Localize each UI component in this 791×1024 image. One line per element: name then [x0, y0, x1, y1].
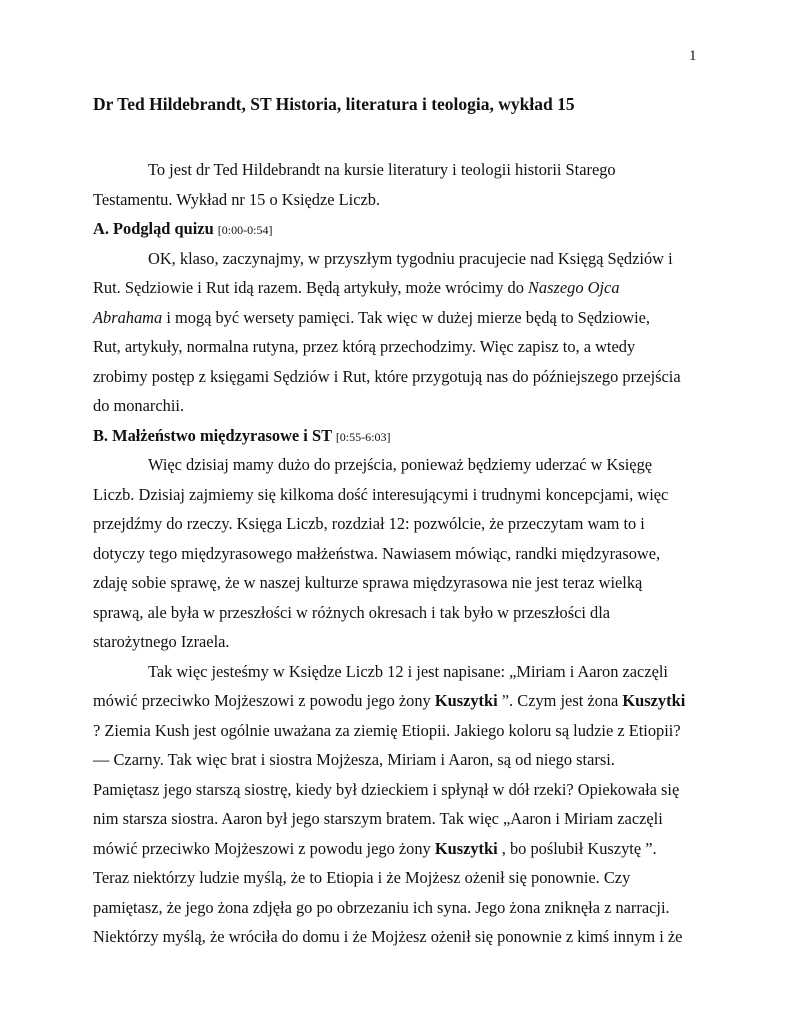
italic-title: Abrahama: [93, 307, 163, 327]
text-segment: starożytnego Izraela.: [93, 632, 230, 651]
text-line: [93, 834, 703, 864]
text-segment: B. Małżeństwo międzyrasowe i ST: [93, 425, 336, 445]
text-segment: Tak więc jesteśmy w Księdze Liczb 12 i jest napisane: „Miriam i Aaron zaczęli: [148, 661, 668, 681]
section-heading: [93, 214, 703, 244]
text-segment: pamiętasz, że jego żona zdjęła go po obrzezaniu ich syna. Jego żona zniknęła z narracji.: [93, 897, 670, 917]
text-segment: mówić przeciwko Mojżeszowi z powodu jego żony: [93, 691, 435, 710]
bold-term: Kuszytki: [622, 691, 686, 710]
text-line: [93, 922, 703, 952]
section-heading: [93, 421, 703, 451]
text-line: [93, 863, 703, 893]
text-line: [93, 627, 703, 657]
text-segment: ? Ziemia Kush jest ogólnie uważana za ziemię Etiopii. Jakiego koloru są ludzie z Etiopii?: [93, 720, 681, 740]
timestamp: [0:00-0:54]: [217, 223, 273, 237]
text-segment: Rut, artykuły, normalna rutyna, przez którą przechodzimy. Więc zapisz to, a wtedy: [93, 337, 636, 356]
text-segment: OK, klaso, zaczynajmy, w przyszłym tygodniu pracujecie nad Księgą Sędziów i: [148, 248, 673, 268]
text-segment: Teraz niektórzy ludzie myślą, że to Etiopia i że Mojżesz ożenił się ponownie. Czy: [93, 868, 631, 887]
text-segment: Testamentu. Wykład nr 15 o Księdze Liczb.: [93, 189, 381, 209]
text-segment: Więc dzisiaj mamy dużo do przejścia, ponieważ będziemy uderzać w Księgę: [148, 455, 653, 474]
text-segment: A. Podgląd quizu: [93, 219, 218, 238]
text-segment: , bo poślubił Kuszytę ”.: [497, 838, 657, 858]
text-line: [93, 155, 703, 185]
text-segment: zrobimy postęp z księgami Sędziów i Rut, które przygotują nas do późniejszego przejścia: [93, 366, 681, 386]
italic-title: Naszego Ojca: [528, 278, 620, 297]
text-segment: — Czarny. Tak więc brat i siostra Mojżesza, Miriam i Aaron, są od niego starsi.: [93, 750, 615, 769]
text-line: [93, 539, 703, 569]
text-line: [93, 450, 703, 480]
bold-term: Kuszytki: [434, 691, 498, 710]
text-line: [93, 745, 703, 775]
text-segment: To jest dr Ted Hildebrandt na kursie literatury i teologii historii Starego: [148, 160, 616, 179]
text-line: [93, 686, 703, 716]
text-line: [93, 244, 703, 274]
text-segment: Rut. Sędziowie i Rut idą razem. Będą artykuły, może wrócimy do: [93, 278, 528, 297]
text-line: [93, 598, 703, 628]
text-line: [93, 804, 703, 834]
text-segment: Niektórzy myślą, że wróciła do domu i że Mojżesz ożenił się ponownie z kimś innym i że: [93, 927, 683, 946]
text-segment: Liczb. Dzisiaj zajmiemy się kilkoma dość interesującymi i trudnymi koncepcjami, więc: [93, 484, 669, 504]
text-line: [93, 332, 703, 362]
text-line: [93, 273, 703, 303]
text-line: [93, 657, 703, 687]
text-segment: mówić przeciwko Mojżeszowi z powodu jego żony: [93, 838, 435, 858]
text-line: [93, 716, 703, 746]
text-segment: przejdźmy do rzeczy. Księga Liczb, rozdział 12: pozwólcie, że przeczytam wam to i: [93, 514, 645, 533]
text-segment: Pamiętasz jego starszą siostrę, kiedy był dzieckiem i spłynął w dół rzeki? Opiekowała się: [93, 779, 680, 799]
bold-term: Kuszytki: [434, 838, 498, 858]
text-segment: ”. Czym jest żona: [497, 691, 623, 710]
document-title: Dr Ted Hildebrandt, ST Historia, literatura i teologia, wykład 15: [93, 94, 575, 114]
text-line: [93, 509, 703, 539]
text-segment: zdaję sobie sprawę, że w naszej kulturze sprawa międzyrasowa nie jest teraz wielką: [93, 573, 643, 592]
text-line: [93, 362, 703, 392]
page-number: 1: [689, 48, 697, 64]
text-segment: sprawą, ale była w przeszłości w różnych okresach i tak było w przeszłości dla: [93, 602, 611, 622]
text-line: [93, 480, 703, 510]
text-segment: do monarchii.: [93, 396, 185, 415]
text-segment: dotyczy tego międzyrasowego małżeństwa. Nawiasem mówiąc, randki międzyrasowe,: [93, 543, 661, 563]
text-line: [93, 568, 703, 598]
text-line: [93, 893, 703, 923]
text-line: [93, 391, 703, 421]
text-segment: i mogą być wersety pamięci. Tak więc w dużej mierze będą to Sędziowie,: [162, 307, 651, 327]
text-segment: nim starsza siostra. Aaron był jego starszym bratem. Tak więc „Aaron i Miriam zaczęli: [93, 809, 663, 828]
timestamp: [0:55-6:03]: [335, 429, 391, 444]
document-body: [93, 155, 703, 952]
text-line: [93, 303, 703, 333]
text-line: [93, 775, 703, 805]
text-line: [93, 185, 703, 215]
